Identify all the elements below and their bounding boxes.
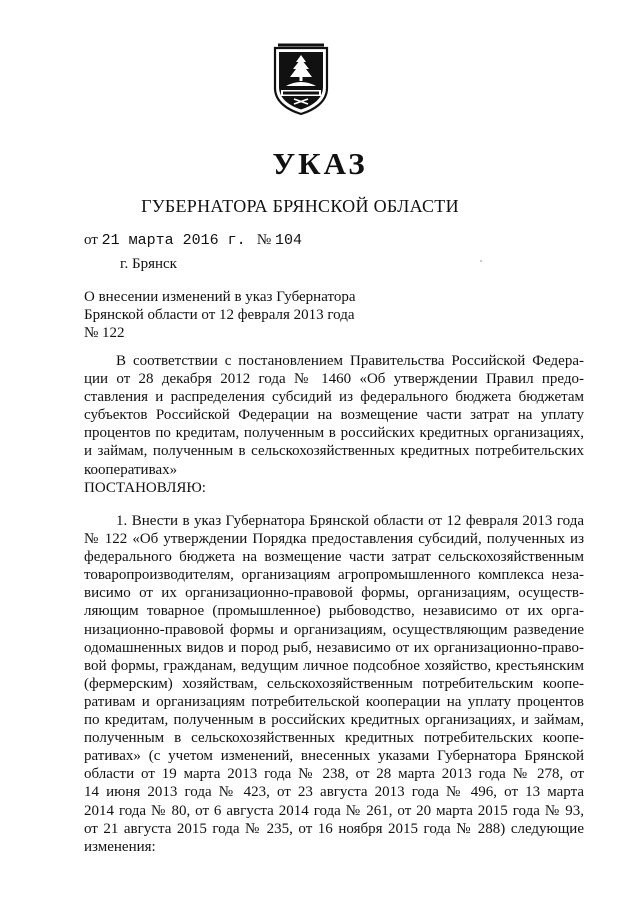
subject-line: О внесении изменений в указ Губернатора [84, 289, 356, 305]
number-prefix: № [256, 232, 272, 248]
paragraph-line: ляющим товарное (промышленное) рыбоводство, независимо от их орга- [84, 603, 584, 620]
paragraph-line: ративах» (с учетом изменений, внесенных указами Губернатора Брянской [84, 748, 584, 765]
paragraph-line: 2014 года № 80, от 6 августа 2014 года № 261, от 20 марта 2015 года № 93, [84, 802, 584, 819]
paragraph-line: процентов по кредитам, полученным в российских кредитных организациях, [84, 425, 584, 442]
paragraph-line: изменения: [84, 838, 156, 855]
preamble-paragraph [84, 352, 584, 479]
document-number: 104 [274, 232, 302, 249]
paragraph-line: (фермерским) хозяйствам, сельскохозяйственным потребительским коопе- [84, 675, 584, 692]
document-date: 21 марта 2016 г. [101, 232, 246, 249]
decree-word: ПОСТАНОВЛЯЮ: [84, 480, 206, 496]
paragraph-line: низационно-правовой формы и организациям, осуществляющим разведение [84, 621, 584, 638]
subject-line: Брянской области от 12 февраля 2013 года [84, 307, 355, 323]
paragraph-line: № 122 «Об утверждении Порядка предоставления субсидий, полученных из [84, 531, 584, 548]
paragraph-line: полученным в сельскохозяйственных кредитных потребительских коопе- [84, 730, 584, 747]
paragraph-line: 1. Внести в указ Губернатора Брянской области от 12 февраля 2013 года [116, 513, 584, 529]
paragraph-line: товаропроизводителям, организациям агропромышленного комплекса неза- [84, 567, 584, 584]
paragraph-line: ставления и распределения субсидий из федерального бюджета бюджетам [84, 389, 584, 406]
date-prefix: от [84, 232, 98, 248]
subject-line: № 122 [84, 325, 125, 341]
paragraph-line: 14 июня 2013 года № 423, от 23 августа 2013 года № 496, от 13 марта [84, 784, 584, 801]
paragraph-line: кооперативах» [84, 461, 178, 478]
document-subject [84, 288, 404, 342]
paragraph-line: от 21 августа 2015 года № 235, от 16 ноября 2015 года № 288) следующие [84, 820, 584, 837]
paragraph-line: субъектов Российской Федерации на возмещение части затрат на уплату [84, 407, 584, 424]
document-date-line [84, 231, 302, 250]
bryansk-coat-of-arms-icon [272, 42, 330, 116]
document-subtitle: ГУБЕРНАТОРА БРЯНСКОЙ ОБЛАСТИ [141, 196, 459, 216]
document-city: г. Брянск [120, 256, 177, 272]
paragraph-line: и займам, полученным в сельскохозяйственных кредитных потребительских [84, 443, 584, 460]
scan-speck [480, 260, 482, 262]
paragraph-line: В соответствии с постановлением Правительства Российской Федера- [116, 353, 584, 369]
paragraph-line: висимо от их организационно-правовой формы, организациям, осуществ- [84, 585, 584, 602]
paragraph-line: области от 19 марта 2013 года № 238, от 28 марта 2013 года № 278, от [84, 766, 584, 783]
paragraph-line: по кредитам, полученным в российских кредитных организациях, и займам, [84, 712, 584, 729]
paragraph-line: вой формы, гражданам, ведущим личное подсобное хозяйство, крестьянским [84, 657, 584, 674]
document-title: УКАЗ [272, 146, 368, 181]
paragraph-line: федерального бюджета на возмещение части затрат сельскохозяйственным [84, 549, 584, 566]
item-1-paragraph [84, 512, 584, 856]
paragraph-line: ции от 28 декабря 2012 года № 1460 «Об утверждении Правил предо- [84, 371, 584, 388]
paragraph-line: одомашненных видов и пород рыб, независимо от их организационно-право- [84, 639, 584, 656]
paragraph-line: ративам и организациям потребительской кооперации на уплату процентов [84, 693, 584, 710]
